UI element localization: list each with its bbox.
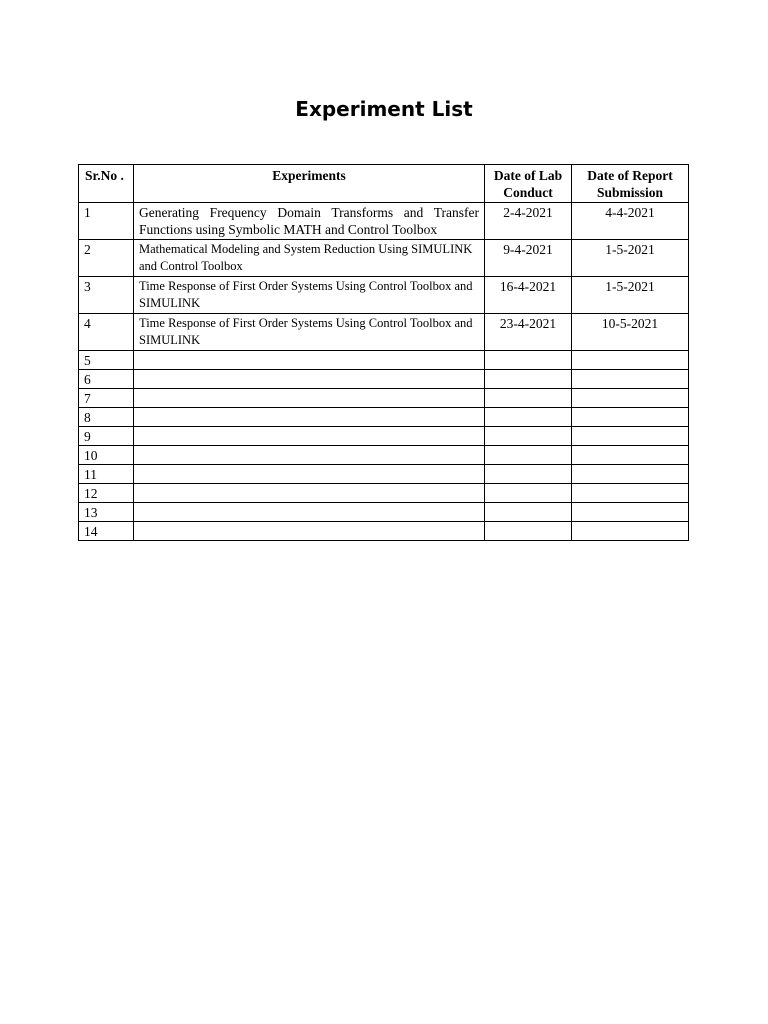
row-lab-date: 23-4-2021 [485,314,572,351]
row-experiment: Generating Frequency Domain Transforms and Transfer Functions using Symbolic MATH and Control Toolbox [134,203,485,240]
header-date-lab-conduct: Date of Lab Conduct [485,165,572,203]
table-header-row [79,165,689,203]
row-lab-date [485,408,572,427]
row-report-date: 1-5-2021 [572,277,689,314]
row-sr-no: 3 [79,277,134,314]
table-row [79,240,689,277]
row-sr-no: 9 [79,427,134,446]
row-sr-no: 1 [79,203,134,240]
row-lab-date [485,484,572,503]
row-report-date: 1-5-2021 [572,240,689,277]
row-report-date [572,503,689,522]
row-report-date: 4-4-2021 [572,203,689,240]
row-experiment [134,370,485,389]
table-row [79,351,689,370]
row-experiment [134,484,485,503]
row-report-date [572,408,689,427]
row-sr-no: 8 [79,408,134,427]
row-experiment [134,465,485,484]
table-row [79,389,689,408]
table-row [79,522,689,541]
row-sr-no: 12 [79,484,134,503]
table-row [79,427,689,446]
table-row [79,203,689,240]
table-row [79,370,689,389]
row-report-date [572,389,689,408]
row-report-date [572,351,689,370]
row-lab-date [485,389,572,408]
row-lab-date: 16-4-2021 [485,277,572,314]
row-lab-date [485,351,572,370]
row-lab-date [485,427,572,446]
row-lab-date [485,446,572,465]
row-report-date [572,465,689,484]
experiment-table [78,164,689,541]
row-experiment [134,389,485,408]
table-row [79,408,689,427]
header-sr-no: Sr.No . [79,165,134,203]
header-date-report-submission: Date of Report Submission [572,165,689,203]
row-experiment [134,408,485,427]
row-sr-no: 13 [79,503,134,522]
table-row [79,314,689,351]
table-row [79,277,689,314]
row-sr-no: 6 [79,370,134,389]
row-report-date [572,370,689,389]
page-title: Experiment List [295,97,473,121]
row-sr-no: 4 [79,314,134,351]
row-sr-no: 7 [79,389,134,408]
row-lab-date: 9-4-2021 [485,240,572,277]
row-lab-date: 2-4-2021 [485,203,572,240]
row-report-date [572,522,689,541]
row-lab-date [485,522,572,541]
row-sr-no: 11 [79,465,134,484]
row-report-date [572,427,689,446]
row-lab-date [485,465,572,484]
row-sr-no: 5 [79,351,134,370]
row-report-date: 10-5-2021 [572,314,689,351]
row-report-date [572,484,689,503]
row-experiment [134,446,485,465]
row-experiment: Time Response of First Order Systems Using Control Toolbox and SIMULINK [134,277,485,314]
table-row [79,484,689,503]
row-experiment [134,427,485,446]
row-sr-no: 10 [79,446,134,465]
row-sr-no: 14 [79,522,134,541]
row-experiment [134,522,485,541]
row-lab-date [485,370,572,389]
row-experiment [134,351,485,370]
header-experiments: Experiments [134,165,485,203]
row-experiment [134,503,485,522]
table-row [79,465,689,484]
row-experiment: Mathematical Modeling and System Reduction Using SIMULINK and Control Toolbox [134,240,485,277]
row-sr-no: 2 [79,240,134,277]
row-experiment: Time Response of First Order Systems Using Control Toolbox and SIMULINK [134,314,485,351]
table-row [79,503,689,522]
table-row [79,446,689,465]
row-report-date [572,446,689,465]
row-lab-date [485,503,572,522]
